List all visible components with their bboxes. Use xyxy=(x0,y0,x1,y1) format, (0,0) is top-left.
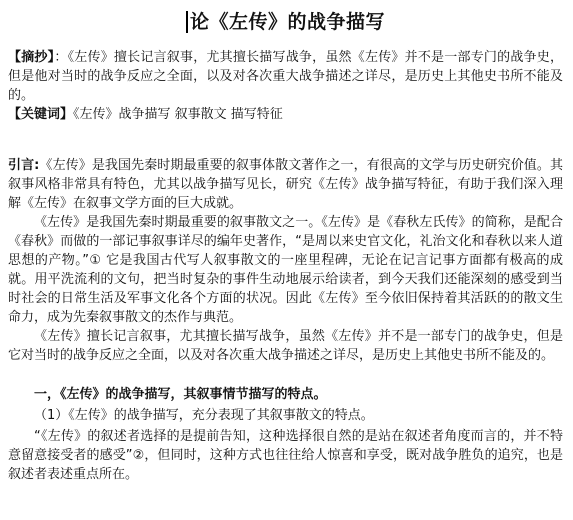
paragraph-3: “《左传》的叙述者选择的是提前告知，这种选择很自然的是站在叙述者角度而言的，并不特意留意接受者的感受”②，但同时，这种方式也往往给人惊喜和享受，既对战争胜负的追究，也是叙述者表述重点所在。 xyxy=(8,429,563,482)
abstract-label: 【摘抄】 xyxy=(8,50,55,65)
title-row xyxy=(8,8,563,36)
keywords-label: 【关键词】 xyxy=(8,107,74,122)
introduction xyxy=(8,156,563,213)
intro-text: 《左传》是我国先秦时期最重要的叙事体散文著作之一，有很高的文学与历史研究价值。其叙事风格非常具有特色，尤其以战争描写见长，研究《左传》战争描写特征，有助于我们深入理解《左传》在叙事文学方面的巨大成就。 xyxy=(8,158,563,211)
abstract xyxy=(8,48,563,105)
intro-label: 引言: xyxy=(8,158,40,173)
section-1-heading: 一，《左传》的战争描写，其叙事情节描写的特点。 xyxy=(34,387,327,402)
keywords xyxy=(8,105,563,124)
page-title: 论《左传》的战争描写 xyxy=(186,11,385,33)
paragraph-2: 《左传》擅长记言叙事，尤其擅长描写战争，虽然《左传》并不是一部专门的战争史，但是它对当时的战争反应之全面，以及对各次重大战争描述之详尽，是历史上其他史书所不能及的。 xyxy=(8,329,563,363)
abstract-text: ：《左传》擅长记言叙事，尤其擅长描写战争，虽然《左传》并不是一部专门的战争史，但是他对当时的战争反应之全面，以及对各次重大战争描述之详尽，是历史上其他史书所不能及的。 xyxy=(8,50,563,103)
keywords-text: 《左传》战争描写 叙事散文 描写特征 xyxy=(73,107,283,122)
subsection-1-heading: （1）《左传》的战争描写，充分表现了其叙事散文的特点。 xyxy=(34,408,374,423)
paragraph-1: 《左传》是我国先秦时期最重要的叙事散文之一。《左传》是《春秋左氏传》的简称，是配合《春秋》而做的一部记事叙事详尽的编年史著作，“是周以来史官文化，礼治文化和春秋以来人道思想的产物。”① 它是我国古代写人叙事散文的一座里程碑，无论在记言记事方面都有极高的成就。用平洗流利的文句，把当时复杂的事件生动地展示给读者，到今天我们还能深刻的感受到当时社会的日常生活及军事文化各个方面的状况。因此《左传》至今依旧保持着其活跃的的散文生命力，成为先秦叙事散文的杰作与典范。 xyxy=(8,215,563,325)
